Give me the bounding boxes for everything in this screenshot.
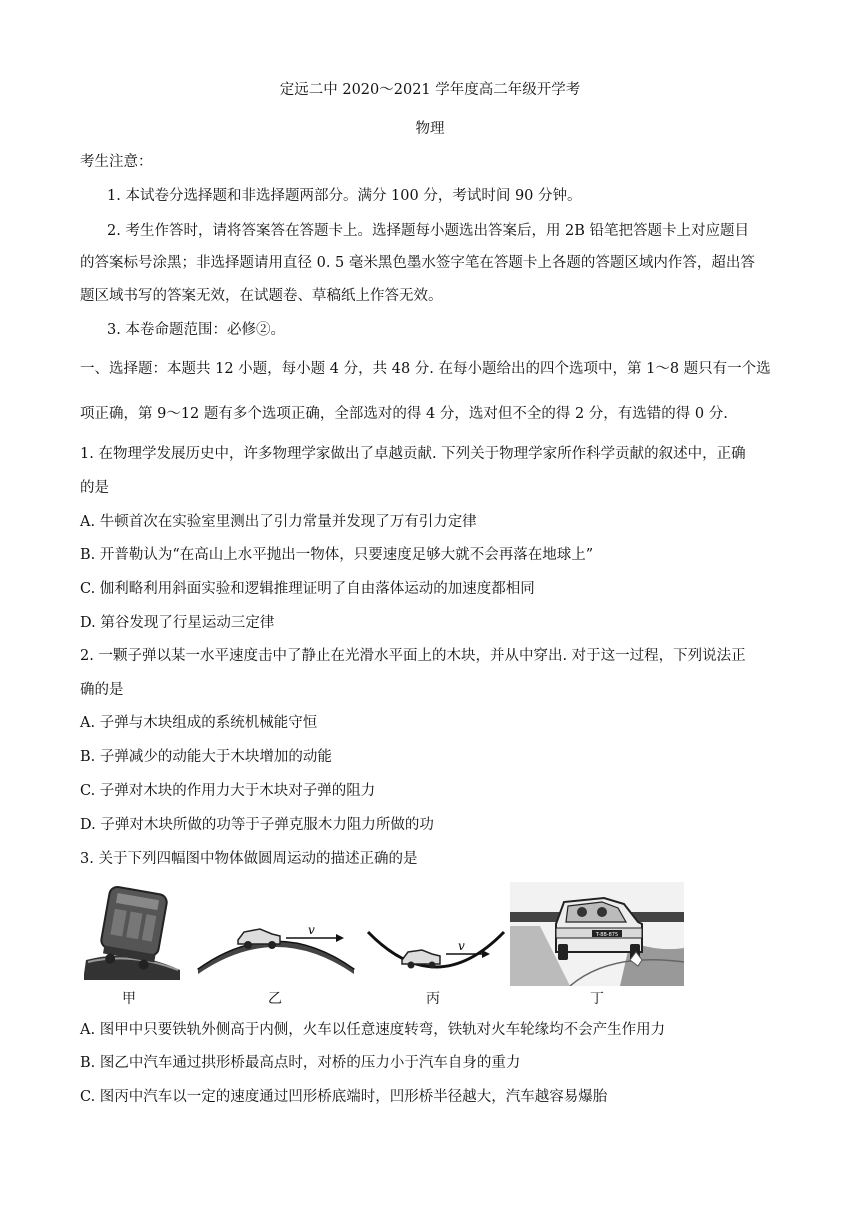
q3-stem: 3. 关于下列四幅图中物体做圆周运动的描述正确的是 — [80, 851, 418, 867]
q1-option-c: C. 伽利略利用斜面实验和逻辑推理证明了自由落体运动的加速度都相同 — [80, 581, 535, 597]
q1-option-b: B. 开普勒认为“在高山上水平抛出一物体，只要速度足够大就不会再落在地球上” — [80, 547, 594, 563]
figure-train-banked-track — [82, 882, 182, 982]
section-heading-line1: 一、选择题：本题共 12 小题，每小题 4 分，共 48 分. 在每小题给出的四个选项中，第 1～8 题只有一个选 — [80, 361, 771, 377]
q1-option-d: D. 第谷发现了行星运动三定律 — [80, 615, 275, 631]
figure-label-yi: 乙 — [268, 991, 282, 1007]
figure-car-convex-bridge — [196, 882, 356, 982]
license-plate: T-8B-875 — [595, 932, 619, 938]
q3-option-c: C. 图丙中汽车以一定的速度通过凹形桥底端时，凹形桥半径越大，汽车越容易爆胎 — [80, 1089, 608, 1105]
exam-title: 定远二中 2020～2021 学年度高二年级开学考 — [279, 82, 581, 98]
figure-label-ding: 丁 — [590, 991, 604, 1007]
q2-option-a: A. 子弹与木块组成的系统机械能守恒 — [80, 715, 318, 731]
velocity-label-convex: v — [308, 923, 315, 937]
q2-stem-line1: 2. 一颗子弹以某一水平速度击中了静止在光滑水平面上的木块，并从中穿出. 对于这一过程，下列说法正 — [80, 648, 746, 664]
notice-item-1: 1. 本试卷分选择题和非选择题两部分。满分 100 分，考试时间 90 分钟。 — [107, 188, 582, 204]
q1-option-a: A. 牛顿首次在实验室里测出了引力常量并发现了万有引力定律 — [80, 514, 477, 530]
notice-item-2: 2. 考生作答时，请将答案答在答题卡上。选择题每小题选出答案后，用 2B 铅笔把答题卡上对应题目 — [107, 223, 750, 239]
q2-option-b: B. 子弹减少的动能大于木块增加的动能 — [80, 749, 332, 765]
figure-label-bing: 丙 — [426, 991, 440, 1007]
q3-option-b: B. 图乙中汽车通过拱形桥最高点时，对桥的压力小于汽车自身的重力 — [80, 1055, 521, 1071]
velocity-label-concave: v — [458, 939, 465, 953]
figure-car-concave-bridge — [366, 882, 506, 982]
q3-option-a: A. 图甲中只要铁轨外侧高于内侧，火车以任意速度转弯，铁轨对火车轮缘均不会产生作用力 — [80, 1022, 666, 1038]
q1-stem-line1: 1. 在物理学发展历史中，许多物理学家做出了卓越贡献. 下列关于物理学家所作科学贡献的叙述中，正确 — [80, 446, 746, 462]
q1-stem-line2: 的是 — [80, 480, 109, 496]
figure-label-jia: 甲 — [122, 991, 136, 1007]
notice-heading: 考生注意： — [80, 154, 153, 170]
notice-item-2-end: 题区域书写的答案无效，在试题卷、草稿纸上作答无效。 — [80, 288, 443, 304]
q2-option-d: D. 子弹对木块所做的功等于子弹克服木力阻力所做的功 — [80, 817, 434, 833]
section-heading-line2: 项正确，第 9～12 题有多个选项正确，全部选对的得 4 分，选对但不全的得 2 分，有选错的得 0 分. — [80, 406, 728, 422]
notice-item-3: 3. 本卷命题范围：必修②。 — [107, 322, 285, 338]
q2-stem-line2: 确的是 — [80, 682, 124, 698]
notice-item-2-cont: 的答案标号涂黑；非选择题请用直径 0. 5 毫米黑色墨水签字笔在答题卡上各题的答题区域内作答，超出答 — [80, 255, 755, 271]
q2-option-c: C. 子弹对木块的作用力大于木块对子弹的阻力 — [80, 783, 376, 799]
figure-car-turning-road — [510, 882, 684, 986]
exam-subject: 物理 — [415, 121, 445, 137]
